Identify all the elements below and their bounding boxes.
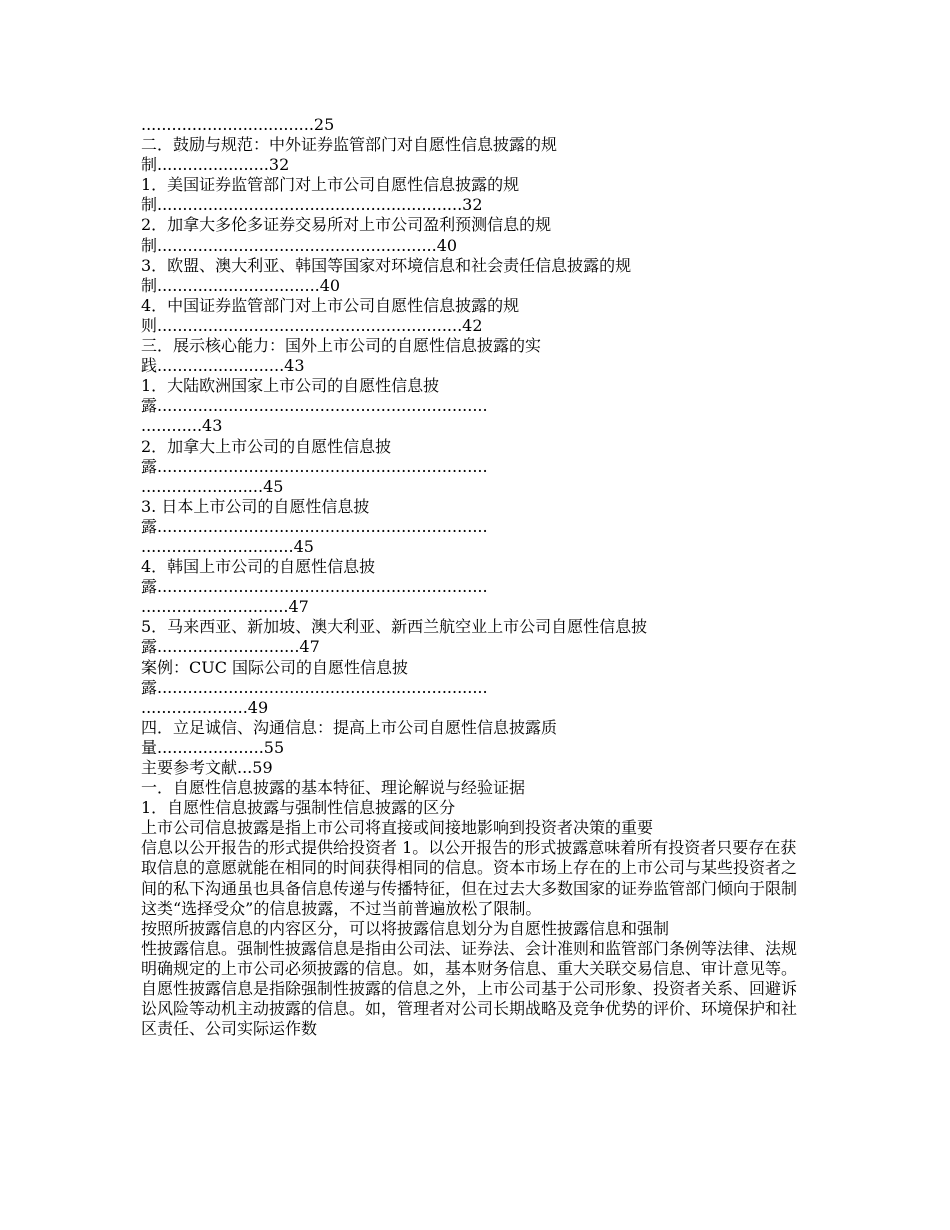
toc-line: 2．加拿大多伦多证券交易所对上市公司盈利预测信息的规 [141,215,552,235]
toc-line: 露................................................................. [141,396,488,416]
paragraph-text: 信息以公开报告的形式提供给投资者 1。以公开报告的形式披露意味着所有投资者只要存在获取信息的意愿就能在相同的时间获得相同的信息。资本市场上存在的上市公司与某些投资者之间的私下沟通虽也具备信息传递与传播特征，但在过去大多数国家的证券监管部门倾向于限制这类“选择受众”的信息披露，不过当前普遍放松了限制。 [141,838,798,918]
toc-line: 制................................40 [141,275,341,295]
toc-line: ............43 [141,416,223,436]
table-of-contents [141,115,806,778]
toc-line: 4．韩国上市公司的自愿性信息披 [141,557,376,577]
toc-line: 1．美国证券监管部门对上市公司自愿性信息披露的规 [141,175,520,195]
toc-line: 露............................47 [141,637,320,657]
toc-entry [141,758,806,778]
toc-line: 露................................................................. [141,516,488,536]
toc-entry [141,376,806,436]
document-content [141,115,806,1039]
toc-line: 露................................................................. [141,677,488,697]
toc-entry [141,135,806,175]
toc-entry [141,557,806,617]
toc-line: 践.........................43 [141,356,305,376]
toc-entry [141,617,806,657]
toc-line: .............................47 [141,597,309,617]
toc-line: 5．马来西亚、新加坡、澳大利亚、新西兰航空业上市公司自愿性信息披 [141,617,648,637]
toc-line: 量.....................55 [141,737,285,757]
toc-line: 2．加拿大上市公司的自愿性信息披 [141,436,392,456]
toc-line: 制............................................................32 [141,195,483,215]
toc-line: 制.......................................................40 [141,235,458,255]
toc-entry [141,115,806,135]
toc-line: 案例：CUC 国际公司的自愿性信息披 [141,657,409,677]
toc-line: 制......................32 [141,155,290,175]
toc-line: 三．展示核心能力：国外上市公司的自愿性信息披露的实 [141,336,542,356]
body-paragraph [141,919,806,1040]
toc-line: ..............................45 [141,536,314,556]
toc-entry [141,296,806,336]
paragraph-text: 性披露信息。强制性披露信息是指由公司法、证券法、会计准则和监管部门条例等法律、法规明确规定的上市公司必须披露的信息。如，基本财务信息、重大关联交易信息、审计意见等。自愿性披露信息是指除强制性披露的信息之外，上市公司基于公司形象、投资者关系、回避诉讼风险等动机主动披露的信息。如，管理者对公司长期战略及竞争优势的评价、环境保护和社区责任、公司实际运作数 [141,938,798,1039]
toc-entry [141,658,806,718]
toc-line: 露................................................................. [141,577,488,597]
toc-entry [141,175,806,215]
section-heading: 一．自愿性信息披露的基本特征、理论解说与经验证据 [141,778,526,798]
subsection-heading: 1．自愿性信息披露与强制性信息披露的区分 [141,798,456,818]
toc-line: 二．鼓励与规范：中外证券监管部门对自愿性信息披露的规 [141,135,558,155]
toc-line: 1．大陆欧洲国家上市公司的自愿性信息披 [141,376,440,396]
toc-entry [141,256,806,296]
toc-line: 3. 日本上市公司的自愿性信息披 [141,496,370,516]
toc-line: 4．中国证券监管部门对上市公司自愿性信息披露的规 [141,295,520,315]
toc-line: 则............................................................42 [141,315,483,335]
toc-entry [141,336,806,376]
toc-line: ........................45 [141,476,284,496]
toc-line: 四．立足诚信、沟通信息：提高上市公司自愿性信息披露质 [141,717,558,737]
toc-entry [141,718,806,758]
paragraph-first-line: 按照所披露信息的内容区分，可以将披露信息划分为自愿性披露信息和强制 [141,918,670,938]
toc-line: ..................................25 [141,115,335,134]
toc-line: 3．欧盟、澳大利亚、韩国等国家对环境信息和社会责任信息披露的规 [141,255,632,275]
toc-entry [141,497,806,557]
toc-entry [141,215,806,255]
toc-line: 主要参考文献...59 [141,758,273,777]
paragraph-first-line: 上市公司信息披露是指上市公司将直接或间接地影响到投资者决策的重要 [141,818,654,838]
body-paragraph [141,818,806,918]
toc-line: .....................49 [141,697,269,717]
toc-line: 露................................................................. [141,456,488,476]
toc-entry [141,437,806,497]
